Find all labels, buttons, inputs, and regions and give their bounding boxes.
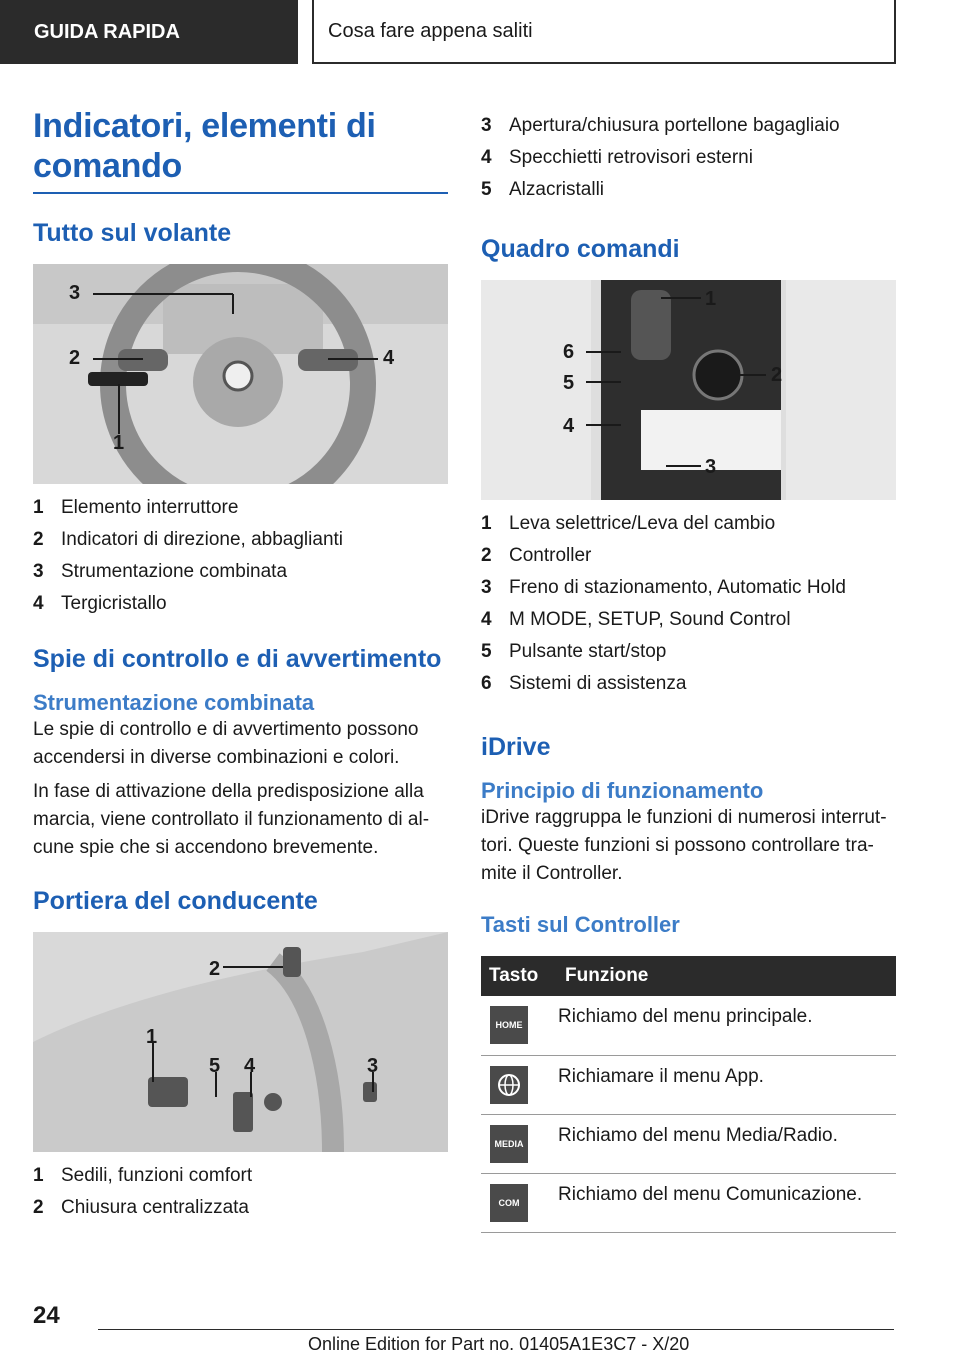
media-key-icon: MEDIA: [490, 1125, 528, 1163]
idrive-title: iDrive: [481, 733, 551, 761]
warnings-paragraph-1: Le spie di controllo e di avvertimento possono accendersi in diverse combinazioni e colori.: [33, 719, 419, 768]
idrive-paragraph: iDrive raggruppa le funzioni di numerosi interrut-tori. Queste funzioni si possono controllare tra-mite il Controller.: [481, 807, 887, 884]
warnings-subtitle: Strumentazione combinata: [33, 690, 315, 715]
left-column: [33, 106, 448, 1224]
callout-1: 1: [113, 432, 125, 454]
topic-tab: Cosa fare appena saliti: [312, 0, 896, 64]
door-callout-3: 3: [367, 1055, 379, 1077]
section-tab: GUIDA RAPIDA: [0, 0, 298, 64]
list-item: 5 Pulsante start/stop: [481, 641, 667, 662]
list-item: 2 Indicatori di direzione, abbaglianti: [33, 529, 344, 550]
idrive-subtitle: Principio di funzionamento: [481, 778, 764, 803]
edition-text: Online Edition for Part no. 01405A1E3C7 - X/20: [308, 1334, 690, 1354]
console-title: Quadro comandi: [481, 235, 680, 263]
com-key-icon: COM: [490, 1184, 528, 1222]
chapter-title: Indicatori, elementi di comando: [33, 106, 448, 194]
console-callout-1: 1: [705, 288, 717, 310]
steering-wheel-image: [33, 264, 448, 484]
list-item: 3 Freno di stazionamento, Automatic Hold: [481, 577, 846, 598]
console-callout-3: 3: [705, 456, 717, 478]
door-callout-1: 1: [146, 1026, 158, 1048]
door-legend-continued: [481, 110, 896, 206]
door-illustration: [33, 932, 448, 1152]
console-legend: [481, 508, 896, 700]
callout-2: 2: [69, 347, 81, 369]
globe-key-icon: [490, 1066, 528, 1104]
door-callout-5: 5: [209, 1055, 221, 1077]
steering-legend: [33, 492, 448, 620]
warnings-title: Spie di controllo e di avvertimento: [33, 645, 442, 673]
home-key-icon: HOME: [490, 1006, 528, 1044]
console-illustration: [481, 280, 896, 500]
console-callout-6: 6: [563, 341, 575, 363]
table-row: HOME Richiamo del menu principale.: [481, 996, 896, 1055]
footer-divider: [98, 1329, 894, 1330]
console-callout-2: 2: [771, 364, 783, 386]
page-header: [0, 0, 960, 66]
list-item: 1 Elemento interruttore: [33, 497, 239, 518]
console-image: [481, 280, 896, 500]
warnings-paragraph-2: In fase di attivazione della predisposizione alla marcia, viene controllato il funzionamento di al-cune spie che si accendono brevemente.: [33, 781, 430, 858]
steering-wheel-illustration: [33, 264, 448, 484]
steering-title: Tutto sul volante: [33, 219, 232, 247]
list-item: 2 Controller: [481, 545, 592, 566]
list-item: 4 Tergicristallo: [33, 593, 167, 614]
door-callout-4: 4: [244, 1055, 256, 1077]
list-item: 1 Leva selettrice/Leva del cambio: [481, 513, 776, 534]
table-row: Richiamare il menu App.: [481, 1055, 896, 1114]
page-number: 24: [33, 1302, 60, 1329]
controller-keys-table: [481, 956, 896, 1233]
list-item: 3 Strumentazione combinata: [33, 561, 288, 582]
callout-3: 3: [69, 282, 81, 304]
console-callout-4: 4: [563, 415, 575, 437]
col-header-key: Tasto: [481, 956, 557, 996]
list-item: 2 Chiusura centralizzata: [33, 1197, 249, 1218]
door-image: [33, 932, 448, 1152]
door-legend: [33, 1160, 448, 1224]
right-column: [481, 110, 896, 1233]
table-row: MEDIA Richiamo del menu Media/Radio.: [481, 1114, 896, 1173]
list-item: 4 Specchietti retrovisori esterni: [481, 147, 753, 168]
list-item: 4 M MODE, SETUP, Sound Control: [481, 609, 791, 630]
list-item: 5 Alzacristalli: [481, 179, 605, 200]
list-item: 1 Sedili, funzioni comfort: [33, 1165, 253, 1186]
callout-4: 4: [383, 347, 395, 369]
list-item: 6 Sistemi di assistenza: [481, 673, 687, 694]
table-row: COM Richiamo del menu Comunicazione.: [481, 1173, 896, 1232]
door-callout-2: 2: [209, 958, 221, 980]
console-callout-5: 5: [563, 372, 575, 394]
list-item: 3 Apertura/chiusura portellone bagagliaio: [481, 115, 840, 136]
controller-keys-title: Tasti sul Controller: [481, 912, 680, 937]
col-header-function: Funzione: [557, 956, 896, 996]
door-title: Portiera del conducente: [33, 887, 318, 915]
